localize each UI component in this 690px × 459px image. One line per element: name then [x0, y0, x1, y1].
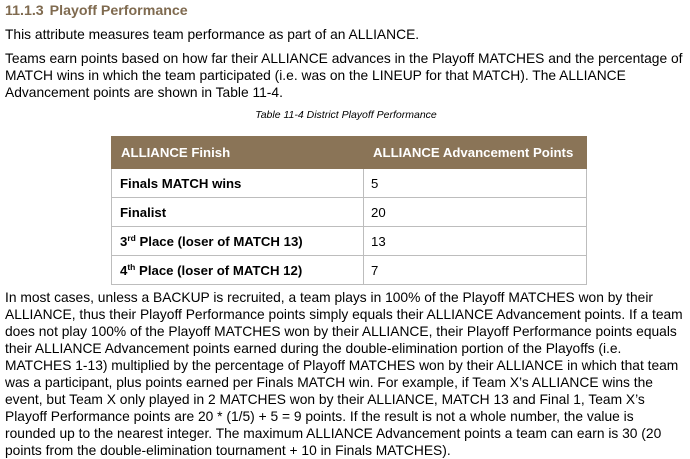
- finish-cell: Finals MATCH wins: [112, 169, 364, 198]
- section-title: Playoff Performance: [49, 3, 188, 19]
- finish-cell: [112, 227, 364, 256]
- finish-cell: Finalist: [112, 198, 364, 227]
- section-number: 11.1.3: [5, 3, 44, 19]
- table-row: [112, 256, 587, 285]
- section-heading: [5, 3, 188, 19]
- points-cell: 7: [364, 256, 587, 285]
- header-alliance-finish: ALLIANCE Finish: [112, 137, 364, 169]
- points-cell: 20: [364, 198, 587, 227]
- table-row: [112, 227, 587, 256]
- place-description: Place (loser of MATCH 13): [135, 233, 303, 249]
- ordinal-suffix: th: [127, 261, 136, 272]
- header-advancement-points: ALLIANCE Advancement Points: [364, 137, 587, 169]
- table-row: [112, 198, 587, 227]
- points-cell: 13: [364, 227, 587, 256]
- calculation-paragraph: In most cases, unless a BACKUP is recruited, a team plays in 100% of the Playoff MATCHES won by their ALLIANCE, thus their Playoff Performance points simply equals their ALLIANCE Advancement points. If a team does not play 100% of the Playoff MATCHES won by their ALLIANCE, their Playoff Performance points equals their ALLIANCE Advancement points earned during the double-elimination portion of the Playoffs (i.e. MATCHES 1-13) multiplied by the percentage of Playoff MATCHES won by their ALLIANCE in which that team was a participant, plus points earned per Finals MATCH win. For example, if Team X’s ALLIANCE wins the event, but Team X only played in 2 MATCHES won by their ALLIANCE, MATCH 13 and Final 1, Team X’s Playoff Performance points are 20 * (1/5) + 5 = 9 points. If the result is not a whole number, the value is rounded up to the nearest integer. The maximum ALLIANCE Advancement points a team can earn is 30 (20 points from the double-elimination tournament + 10 in Finals MATCHES).: [5, 290, 683, 458]
- advancement-paragraph: Teams earn points based on how far their ALLIANCE advances in the Playoff MATCHES and the percentage of MATCH wins in which the team participated (i.e. was on the LINEUP for that MATCH). The ALLIANCE Advancement points are shown in Table 11-4.: [5, 51, 683, 100]
- place-number: 3: [120, 233, 128, 249]
- table-row: [112, 169, 587, 198]
- place-number: 4: [120, 262, 128, 278]
- playoff-performance-table: [111, 136, 587, 285]
- table-caption: Table 11-4 District Playoff Performance: [255, 109, 437, 121]
- ordinal-suffix: rd: [127, 232, 136, 243]
- intro-paragraph: This attribute measures team performance as part of an ALLIANCE.: [5, 27, 420, 42]
- finish-cell: [112, 256, 364, 285]
- table-header-row: [112, 137, 587, 169]
- points-cell: 5: [364, 169, 587, 198]
- place-description: Place (loser of MATCH 12): [135, 262, 303, 278]
